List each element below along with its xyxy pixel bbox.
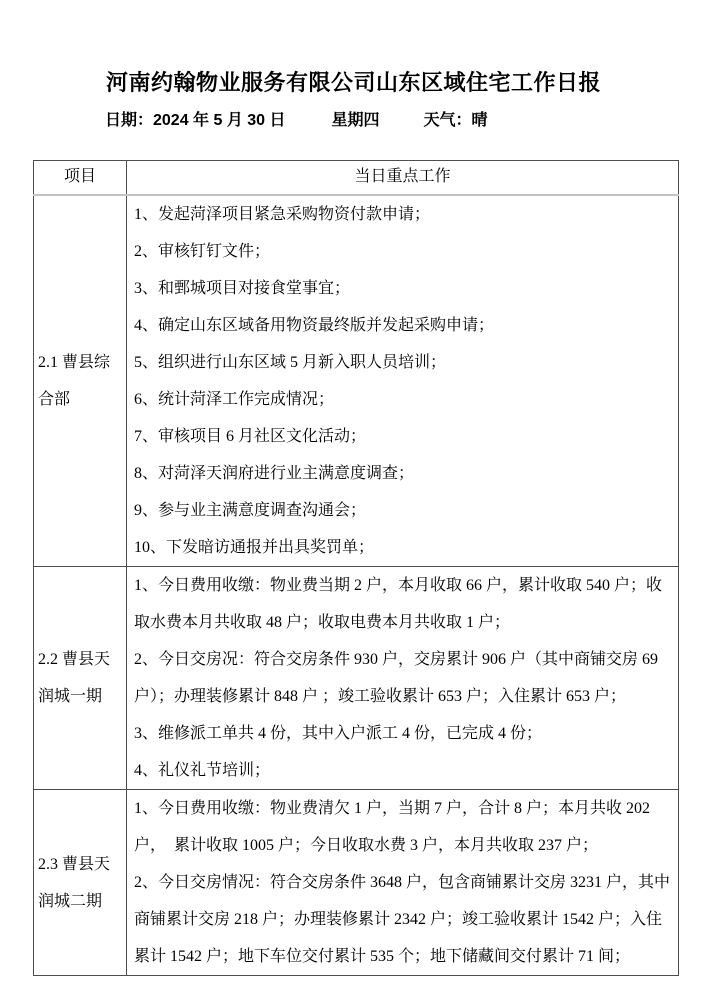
- work-item: 2、今日交房况：符合交房条件 930 户，交房累计 906 户（其中商铺交房 69 户）；办理装修累计 848 户 ；竣工验收累计 653 户；入住累计 653 户；: [134, 651, 663, 705]
- work-item: 4、礼仪礼节培训；: [134, 762, 271, 779]
- work-item: 1、今日费用收缴：物业费清欠 1 户，当期 7 户，合计 8 户；本月共收 202 户， 累计收取 1005 户；今日收取水费 3 户，本月共收取 237 户；: [134, 800, 655, 854]
- work-cell: [127, 790, 679, 976]
- work-item: 2、今日交房情况：符合交房条件 3648 户，包含商铺累计交房 3231 户，其中商铺累计交房 218 户；办理装修累计 2342 户；竣工验收累计 1542 户；入住累计 1542 户；地下车位交付累计 535 个；地下储藏间交付累计 71 间；: [134, 874, 671, 965]
- work-item: 1、发起菏泽项目紧急采购物资付款申请；: [134, 205, 431, 223]
- work-item: 5、组织进行山东区域 5 月新入职人员培训；: [134, 353, 447, 371]
- project-cell: 2.2 曹县天润城一期: [34, 567, 127, 790]
- work-item: 2、审核钉钉文件；: [134, 242, 271, 260]
- table-row: [34, 790, 679, 976]
- work-item: 8、对菏泽天润府进行业主满意度调查；: [134, 464, 415, 482]
- header-project: 项目: [34, 161, 127, 195]
- table-row: [34, 567, 679, 790]
- weekday-label: 星期四: [331, 112, 380, 129]
- table-row: [34, 195, 679, 567]
- daily-report-table: [33, 160, 679, 976]
- work-item: 10、下发暗访通报并出具奖罚单；: [134, 538, 375, 556]
- work-item: 3、维修派工单共 4 份，其中入户派工 4 份，已完成 4 份；: [134, 725, 543, 742]
- date-line: [105, 110, 707, 132]
- work-item: 9、参与业主满意度调查沟通会；: [134, 501, 367, 519]
- table-header-row: [34, 161, 679, 195]
- work-item: 7、审核项目 6 月社区文化活动；: [134, 427, 367, 445]
- weather-label: 天气：晴: [423, 112, 488, 129]
- work-cell: [127, 567, 679, 790]
- work-item: 4、确定山东区域备用物资最终版并发起采购申请；: [134, 316, 495, 334]
- date-label: 日期：2024 年 5 月 30 日: [105, 112, 286, 129]
- header-work: 当日重点工作: [127, 161, 679, 195]
- project-cell: 2.1 曹县综合部: [34, 195, 127, 567]
- page-title: 河南约翰物业服务有限公司山东区域住宅工作日报: [105, 70, 601, 95]
- work-cell: [127, 195, 679, 567]
- project-cell: 2.3 曹县天润城二期: [34, 790, 127, 976]
- work-item: 1、今日费用收缴：物业费当期 2 户，本月收取 66 户，累计收取 540 户；收取水费本月共收取 48 户；收取电费本月共收取 1 户；: [134, 577, 663, 631]
- work-item: 6、统计菏泽工作完成情况；: [134, 390, 335, 408]
- work-item: 3、和鄄城项目对接食堂事宜；: [134, 279, 351, 297]
